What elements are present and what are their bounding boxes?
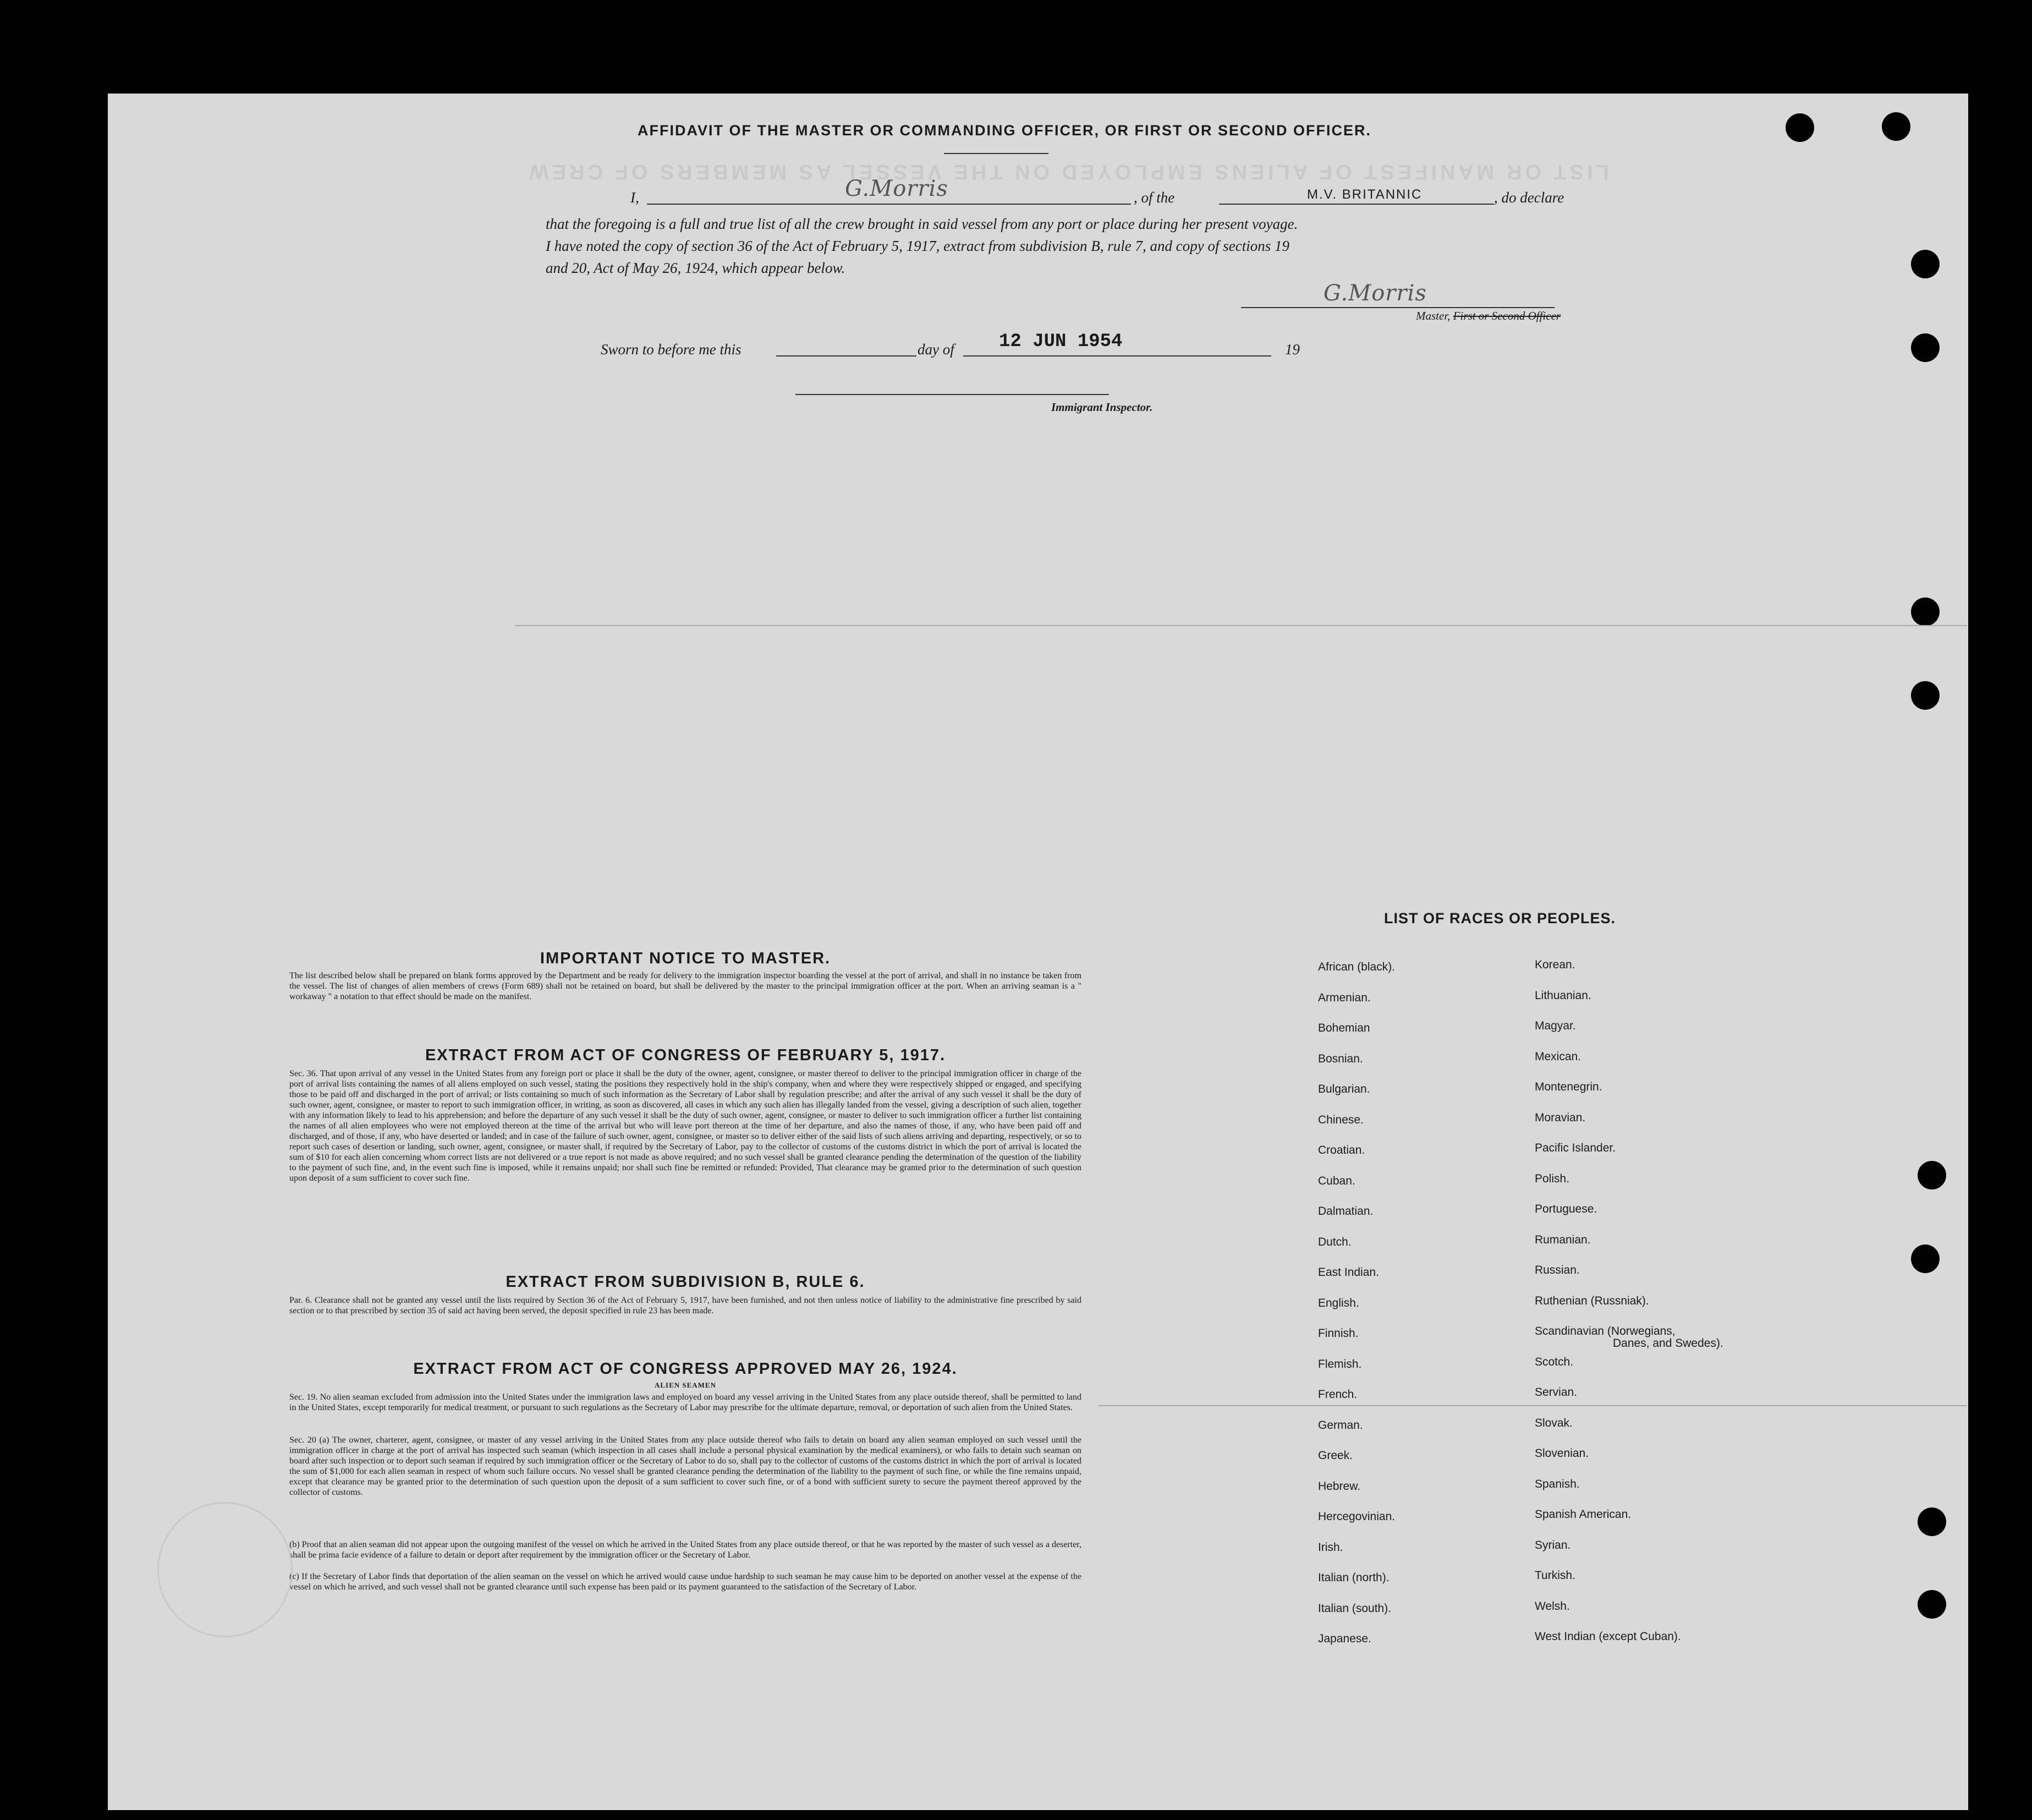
race-item: Spanish. (1535, 1477, 1580, 1490)
race-item: Korean. (1535, 958, 1575, 971)
extract-1924-sec20c: (c) If the Secretary of Labor finds that deportation of the alien seaman on the vessel on which he arrived would cause undue hardship to such seaman he may cause him to be deported on another vessel at the expense of the vessel on which he arrived, and such vessel shall not be granted clearance until such expense has been paid or its payment guaranteed to the satisfaction of the Secretary of Labor. (289, 1572, 1081, 1592)
race-item: Ruthenian (Russniak). (1535, 1294, 1649, 1307)
bleed-through-header: LIST OR MANIFEST OF ALIENS EMPLOYED ON THE VESSEL AS MEMBERS OF CREW (526, 160, 1609, 183)
race-item: Dutch. (1318, 1235, 1352, 1248)
race-item: Cuban. (1318, 1174, 1355, 1187)
signer-signature: G.Morris (845, 176, 948, 201)
race-item: Rumanian. (1535, 1233, 1591, 1246)
form-rule (1098, 1405, 1967, 1406)
punch-hole (1918, 1590, 1946, 1619)
race-item: Japanese. (1318, 1632, 1371, 1645)
race-item: Armenian. (1318, 991, 1371, 1004)
race-item: East Indian. (1318, 1266, 1379, 1279)
race-item: Chinese. (1318, 1113, 1364, 1126)
extract-1917-title: EXTRACT FROM ACT OF CONGRESS OF FEBRUARY 5, 1917. (425, 1046, 946, 1064)
races-title: LIST OF RACES OR PEOPLES. (1384, 910, 1616, 927)
punch-hole (1911, 597, 1940, 626)
race-item: Dalmatian. (1318, 1205, 1374, 1218)
race-item: Italian (south). (1318, 1602, 1392, 1615)
race-item: Bohemian (1318, 1022, 1370, 1034)
race-item: Croatian. (1318, 1144, 1365, 1156)
extract-1924-title: EXTRACT FROM ACT OF CONGRESS APPROVED MAY 26, 1924. (413, 1360, 958, 1378)
race-item: Pacific Islander. (1535, 1142, 1616, 1154)
faint-seal (157, 1502, 293, 1637)
punch-hole (1918, 1507, 1946, 1536)
affidavit-body-line-2: I have noted the copy of section 36 of the Act of February 5, 1917, extract from subdivision B, rule 7, and copy of sections 19 (546, 238, 1289, 254)
punch-hole (1911, 250, 1940, 278)
race-item: Bulgarian. (1318, 1083, 1370, 1095)
extract-1924-sec19: Sec. 19. No alien seaman excluded from admission into the United States under the immigration laws and employed on board any vessel arriving in the United States from any place outside thereof, shall be permitted to land in the United States, except temporarily for medical treatment, or pursuant to such regulations as the Secretary of Labor may prescribe for the ultimate departure, removal, or deportation of such alien from the United States. (289, 1393, 1081, 1412)
extract-1924-sec20b: (b) Proof that an alien seaman did not appear upon the outgoing manifest of the vessel on which he arrived in the United States from any place outside thereof, or that he was reported by the master of such vessel as a deserter, shall be prima facie evidence of a failure to detain or deport after requirement by the immigration officer or the Secretary of Labor. (289, 1540, 1081, 1560)
inspector-signature-line (795, 394, 1109, 395)
form-rule (515, 625, 1967, 626)
punch-hole (1911, 1245, 1940, 1273)
affidavit-body-line-1: that the foregoing is a full and true list of all the crew brought in said vessel from any port or place during her present voyage. (546, 216, 1298, 232)
subdivision-title: EXTRACT FROM SUBDIVISION B, RULE 6. (506, 1273, 865, 1291)
race-item: Montenegrin. (1535, 1081, 1602, 1093)
extract-1924-subtitle: ALIEN SEAMEN (654, 1381, 717, 1389)
sworn-label: Sworn to before me this (601, 341, 742, 358)
subdivision-text: Par. 6. Clearance shall not be granted any vessel until the lists required by Section 36 of the Act of February 5, 1917, have been furnished, and not then unless notice of liability to the administrative fine prescribed by said section or to that prescribed by section 35 of said act having been served, the deposit specified in rule 23 has been made. (289, 1296, 1081, 1315)
race-item: German. (1318, 1418, 1363, 1432)
inspector-label: Immigrant Inspector. (1051, 401, 1153, 414)
punch-hole (1918, 1161, 1946, 1189)
punch-hole (1882, 112, 1910, 141)
do-declare-label: , do declare (1494, 189, 1564, 206)
race-item: Russian. (1535, 1264, 1580, 1276)
i-label: I, (630, 189, 639, 206)
vessel-line (1219, 204, 1494, 205)
of-the-label: , of the (1134, 189, 1175, 206)
master-signature-line (1241, 307, 1555, 308)
race-item: Bosnian. (1318, 1052, 1363, 1065)
race-item: French. (1318, 1388, 1358, 1401)
sworn-day-line (776, 355, 916, 357)
race-item: Finnish. (1318, 1327, 1359, 1340)
race-item-scandinavian-cont: Danes, and Swedes). (1613, 1337, 1723, 1350)
race-item: Turkish. (1535, 1569, 1575, 1582)
race-item: Syrian. (1535, 1538, 1571, 1552)
race-item: Mexican. (1535, 1050, 1581, 1063)
race-item: Servian. (1535, 1386, 1578, 1399)
master-signature: G.Morris (1323, 281, 1427, 306)
race-item: Hercegovinian. (1318, 1510, 1396, 1523)
race-item: Lithuanian. (1535, 989, 1591, 1002)
day-of-label: day of (918, 341, 954, 358)
notice-text: The list described below shall be prepared on blank forms approved by the Department and be ready for delivery to the immigration inspector boarding the vessel at the port of arrival, and shall in no instance be taken from the vessel. The list of changes of alien members of crews (Form 689) shall not be retained on board, but shall be delivered by the master to the principal immigration officer at the port. When an arriving seaman is a " workaway " a notation to that effect should be made on the manifest. (289, 971, 1081, 1001)
master-label (1416, 309, 1561, 323)
race-item: Italian (north). (1318, 1571, 1390, 1584)
punch-hole (1911, 333, 1940, 362)
punch-hole (1786, 113, 1814, 142)
race-item: Moravian. (1535, 1111, 1586, 1124)
master-label-prefix: Master, (1416, 309, 1451, 322)
race-item: African (black). (1318, 961, 1396, 973)
race-item: Scotch. (1535, 1355, 1574, 1368)
punch-hole (1911, 681, 1940, 710)
extract-1924-sec20a: Sec. 20 (a) The owner, charterer, agent, consignee, or master of any vessel arriving in the United States from any place outside thereof who fails to detain on board any alien seaman employed on such vessel until the immigration officer in charge at the port of arrival has inspected such seaman (which inspection in all cases shall include a personal physical examination by the medical examiners), or who fails to detain such seaman on board after such inspection or to deport such seaman if required by such immigration officer or the Secretary of Labor to do so, shall pay to the collector of customs of the customs district in which the port of arrival is located the sum of $1,000 for each alien seaman in respect of whom such failure occurs. No vessel shall be granted clearance pending the determination of the liability to the payment of such fine, or while the fine remains unpaid, except that clearance may be granted prior to the determination of such question upon the deposit of a sum sufficient to cover such fine, or of a bond with sufficient surety to secure the payment thereof approved by the collector of customs. (289, 1435, 1081, 1497)
notice-title: IMPORTANT NOTICE TO MASTER. (540, 950, 831, 967)
race-item: Irish. (1318, 1541, 1343, 1554)
document-page (108, 94, 1968, 1810)
race-item: Slovenian. (1535, 1447, 1589, 1460)
vessel-name: M.V. BRITANNIC (1307, 187, 1423, 202)
race-item: Hebrew. (1318, 1479, 1361, 1493)
race-item: Slovak. (1535, 1416, 1573, 1429)
race-item: Polish. (1535, 1172, 1570, 1185)
race-item: Scandinavian (Norwegians, (1535, 1325, 1676, 1337)
signer-line (647, 204, 1131, 205)
date-stamp: 12 JUN 1954 (999, 331, 1123, 352)
race-item: Flemish. (1318, 1357, 1362, 1371)
year-prefix: 19 (1285, 341, 1300, 358)
race-item: Magyar. (1535, 1019, 1576, 1032)
title-underline (944, 153, 1048, 154)
race-item: English. (1318, 1296, 1359, 1309)
master-label-struck: First or Second Officer (1453, 309, 1561, 322)
affidavit-title: AFFIDAVIT OF THE MASTER OR COMMANDING OFFICER, OR FIRST OR SECOND OFFICER. (638, 122, 1371, 139)
extract-1917-text: Sec. 36. That upon arrival of any vessel in the United States from any foreign port or place it shall be the duty of the owner, agent, consignee, or master thereof to deliver to the principal immigration officer in charge of the port of arrival lists containing the names of all aliens employed on such vessel, stating the positions they respectively hold in the ship's company, when and where they were respectively shipped or engaged, and specifying those to be paid off and discharged in the port of arrival; or lists containing so much of such information as the Secretary of Labor shall by regulation prescribe; and after the arrival of any such vessel it shall be the duty of such owner, agent, consignee, or master to report to such immigration officer, in writing, as soon as discovered, all cases in which any such alien has illegally landed from the vessel, giving a description of such alien, together with any information likely to lead to his apprehension; and before the departure of any such vessel it shall be the duty of such owner, agent, consignee, or master to deliver to such immigration officer a further list containing the names of all alien employees who were not employed thereon at the time of the arrival but who will leave port thereon at the time of her departure, and also the names of those, if any, who have been paid off and discharged, and of those, if any, who have deserted or landed; and in case of the failure of such owner, agent, consignee, or master so to deliver either of the said lists of such aliens arriving and departing, respectively, or so to report such cases of desertion or landing, such owner, agent, consignee, or master shall, if required by the Secretary of Labor, pay to the collector of customs of the customs district in which the port of arrival is located the sum of $10 for each alien concerning whom correct lists are not delivered or a true report is not made as above required; and no such vessel shall be granted clearance pending the determination of the question of the liability to the payment of such fine, and, in the event such fine is imposed, while it remains unpaid; nor shall such fine be remitted or refunded: Provided, That clearance may be granted prior to the determination of such question upon deposit of a sum sufficient to cover such fine. (289, 1069, 1081, 1183)
race-item: Greek. (1318, 1449, 1353, 1462)
race-item: Welsh. (1535, 1599, 1570, 1613)
affidavit-body-line-3: and 20, Act of May 26, 1924, which appear below. (546, 260, 845, 276)
sworn-month-line (963, 355, 1271, 357)
race-item: Portuguese. (1535, 1203, 1597, 1215)
race-item: West Indian (except Cuban). (1535, 1630, 1681, 1643)
race-item: Spanish American. (1535, 1508, 1632, 1521)
